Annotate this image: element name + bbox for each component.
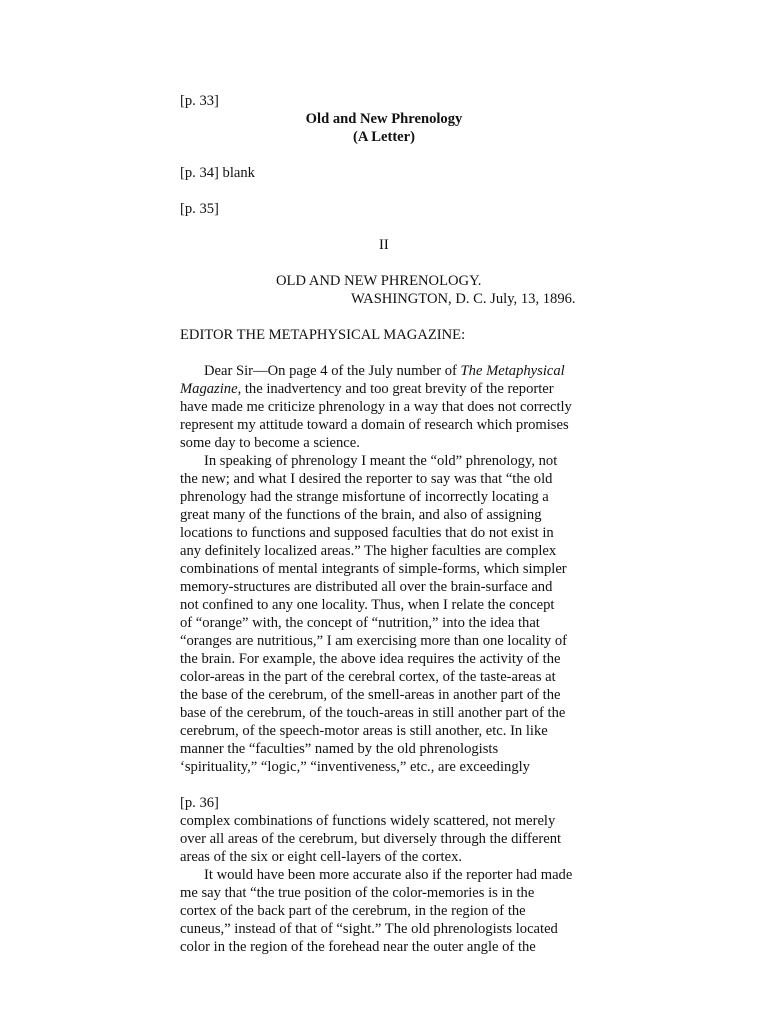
paragraph-line: have made me criticize phrenology in a way that does not correctly [180,399,572,415]
paragraph-line: base of the cerebrum, of the touch-areas in still another part of the [180,705,566,721]
paragraph-line: manner the “faculties” named by the old phrenologists [180,741,499,757]
spacer [180,776,588,794]
paragraph-line: complex combinations of functions widely scattered, not merely [180,813,556,829]
paragraph-line: over all areas of the cerebrum, but diversely through the different [180,831,562,847]
paragraph-line: of “orange” with, the concept of “nutrition,” into the idea that [180,615,540,631]
paragraph-line: any definitely localized areas.” The higher faculties are complex [180,543,557,559]
spacer [180,218,588,236]
paragraph-line: phrenology had the strange misfortune of incorrectly locating a [180,489,549,505]
paragraph-lines [180,470,588,776]
paragraph-2 [180,452,588,776]
magazine-title-italic: Magazine [180,381,238,397]
paragraph-line: memory-structures are distributed all over the brain-surface and [180,579,553,595]
dateline: WASHINGTON, D. C. July, 13, 1896. [351,291,576,307]
paragraph-3 [180,812,588,866]
paragraph-first-line: In speaking of phrenology I meant the “old” phrenology, not [204,453,558,469]
page-marker-35: [p. 35] [180,201,219,217]
spacer [180,146,588,164]
paragraph-line: not confined to any one locality. Thus, when I relate the concept [180,597,555,613]
page-marker-33: [p. 33] [180,93,219,109]
paragraph-line: locations to functions and supposed faculties that do not exist in [180,525,554,541]
page-marker-36: [p. 36] [180,795,219,811]
section-numeral: II [379,237,389,253]
paragraph-1 [180,362,588,452]
paragraph-line: color in the region of the forehead near the outer angle of the [180,939,536,955]
paragraph-line: represent my attitude toward a domain of research which promises [180,417,569,433]
paragraph-line: combinations of mental integrants of simple-forms, which simpler [180,561,567,577]
document-page [180,92,588,956]
paragraph-line: cortex of the back part of the cerebrum, in the region of the [180,903,526,919]
paragraph-line [180,380,588,398]
paragraph-lines [180,812,588,866]
spacer [180,344,588,362]
paragraph-text: Dear Sir—On page 4 of the July number of [204,363,461,379]
paragraph-lines [180,884,588,956]
paragraph-line: color-areas in the part of the cerebral cortex, of the taste-areas at [180,669,556,685]
salutation-header: EDITOR THE METAPHYSICAL MAGAZINE: [180,327,466,343]
paragraph-line [180,362,588,380]
magazine-title-italic: The Metaphysical [460,363,565,379]
paragraph-text: , the inadvertency and too great brevity of the reporter [237,381,554,397]
paragraph-first-line: It would have been more accurate also if the reporter had made [204,867,573,883]
paragraph-line: areas of the six or eight cell-layers of the cortex. [180,849,463,865]
spacer [180,308,588,326]
paragraph-line: cuneus,” instead of that of “sight.” The old phrenologists located [180,921,558,937]
paragraph-line: ‘spirituality,” “logic,” “inventiveness,” etc., are exceedingly [180,759,530,775]
paragraph-line: cerebrum, of the speech-motor areas is still another, etc. In like [180,723,548,739]
paragraph-4 [180,866,588,956]
paragraph-line: the new; and what I desired the reporter to say was that “the old [180,471,553,487]
paragraph-line: some day to become a science. [180,435,360,451]
paragraph-line: the brain. For example, the above idea requires the activity of the [180,651,561,667]
document-title: Old and New Phrenology [305,111,463,127]
paragraph-line: me say that “the true position of the color-memories is in the [180,885,535,901]
paragraph-line: the base of the cerebrum, of the smell-areas in another part of the [180,687,561,703]
spacer [180,182,588,200]
paragraph-line: “oranges are nutritious,” I am exercising more than one locality of [180,633,567,649]
paragraph-line: great many of the functions of the brain, and also of assigning [180,507,542,523]
document-subtitle: (A Letter) [353,129,415,145]
article-heading: OLD AND NEW PHRENOLOGY. [276,273,482,289]
paragraph-lines [180,398,588,452]
spacer [180,254,588,272]
page-marker-34: [p. 34] blank [180,165,255,181]
